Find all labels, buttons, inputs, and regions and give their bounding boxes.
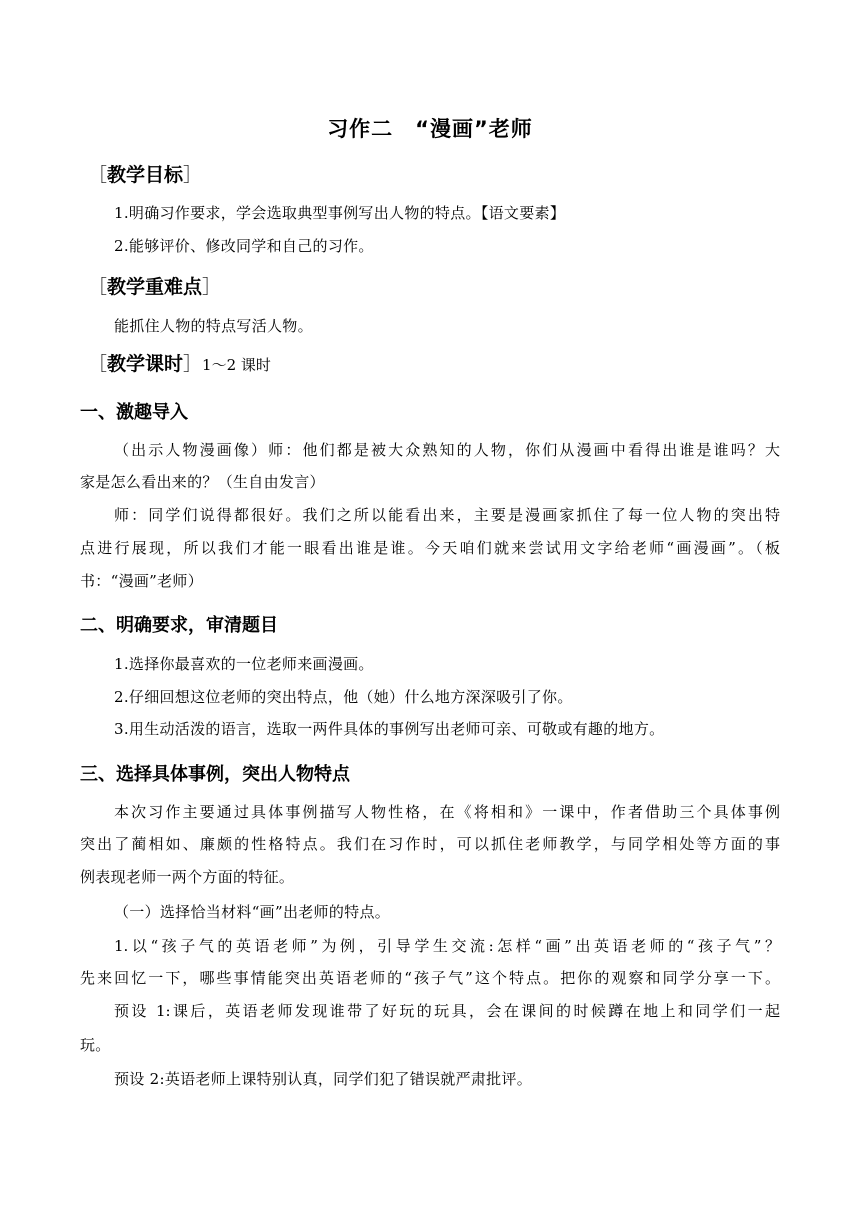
class-hours-heading-text: 教学课时 bbox=[107, 353, 184, 375]
objectives-heading bbox=[88, 160, 202, 187]
paragraph-line: 先来回忆一下，哪些事情能突出英语老师的“孩子气”这个特点。把你的观察和同学分享一下。 bbox=[80, 969, 780, 987]
paragraph-line: 预设 1:课后，英语老师发现谁带了好玩的玩具，会在课间的时候蹲在地上和同学们一起 bbox=[114, 1002, 780, 1020]
right-bracket: ］ bbox=[183, 164, 203, 186]
paragraph-line: 突出了蔺相如、廉颇的性格特点。我们在习作时，可以抓住老师教学，与同学相处等方面的事 bbox=[80, 835, 780, 853]
paragraph-line: 预设 2:英语老师上课特别认真，同学们犯了错误就严肃批评。 bbox=[114, 1070, 533, 1088]
left-bracket: ［ bbox=[88, 276, 108, 298]
subsection-heading: （一）选择恰当材料“画”出老师的特点。 bbox=[114, 903, 391, 921]
paragraph-line: 家是怎么看出来的？（生自由发言） bbox=[80, 473, 325, 491]
paragraph-line: 1.以“孩子气的英语老师”为例，引导学生交流:怎样“画”出英语老师的“孩子气”？ bbox=[114, 937, 780, 955]
objectives-heading-text: 教学目标 bbox=[107, 164, 184, 186]
paragraph-line: （出示人物漫画像）师：他们都是被大众熟知的人物，你们从漫画中看得出谁是谁吗？大 bbox=[114, 441, 780, 459]
key-points-heading bbox=[88, 272, 221, 299]
requirement-item: 1.选择你最喜欢的一位老师来画漫画。 bbox=[114, 655, 374, 673]
requirement-item: 2.仔细回想这位老师的突出特点，他（她）什么地方深深吸引了你。 bbox=[114, 688, 573, 706]
key-points-heading-text: 教学重难点 bbox=[107, 276, 203, 298]
section-heading-1: 一、激趣导入 bbox=[80, 402, 188, 423]
class-hours-value: 1～2 课时 bbox=[202, 356, 271, 374]
requirement-item: 3.用生动活泼的语言，选取一两件具体的事例写出老师可亲、可敬或有趣的地方。 bbox=[114, 720, 665, 738]
section-heading-2: 二、明确要求，审清题目 bbox=[80, 615, 278, 636]
left-bracket: ［ bbox=[88, 164, 108, 186]
right-bracket: ］ bbox=[183, 353, 203, 375]
paragraph-line: 书：“漫画”老师） bbox=[80, 572, 204, 590]
paragraph-line: 例表现老师一两个方面的特征。 bbox=[80, 868, 295, 886]
page-title: 习作二 “漫画”老师 bbox=[327, 117, 533, 141]
objective-item: 1.明确习作要求，学会选取典型事例写出人物的特点。【语文要素】 bbox=[114, 204, 566, 222]
objective-item: 2.能够评价、修改同学和自己的习作。 bbox=[114, 237, 374, 255]
right-bracket: ］ bbox=[202, 276, 222, 298]
paragraph-line: 点进行展现，所以我们才能一眼看出谁是谁。今天咱们就来尝试用文字给老师“画漫画”。（板 bbox=[80, 539, 780, 557]
class-hours-heading bbox=[88, 349, 271, 376]
left-bracket: ［ bbox=[88, 353, 108, 375]
key-points-text: 能抓住人物的特点写活人物。 bbox=[114, 317, 313, 335]
paragraph-line: 玩。 bbox=[80, 1036, 111, 1054]
section-heading-3: 三、选择具体事例，突出人物特点 bbox=[80, 764, 350, 785]
paragraph-line: 本次习作主要通过具体事例描写人物性格，在《将相和》一课中，作者借助三个具体事例 bbox=[114, 803, 780, 821]
paragraph-line: 师：同学们说得都很好。我们之所以能看出来，主要是漫画家抓住了每一位人物的突出特 bbox=[114, 506, 780, 524]
